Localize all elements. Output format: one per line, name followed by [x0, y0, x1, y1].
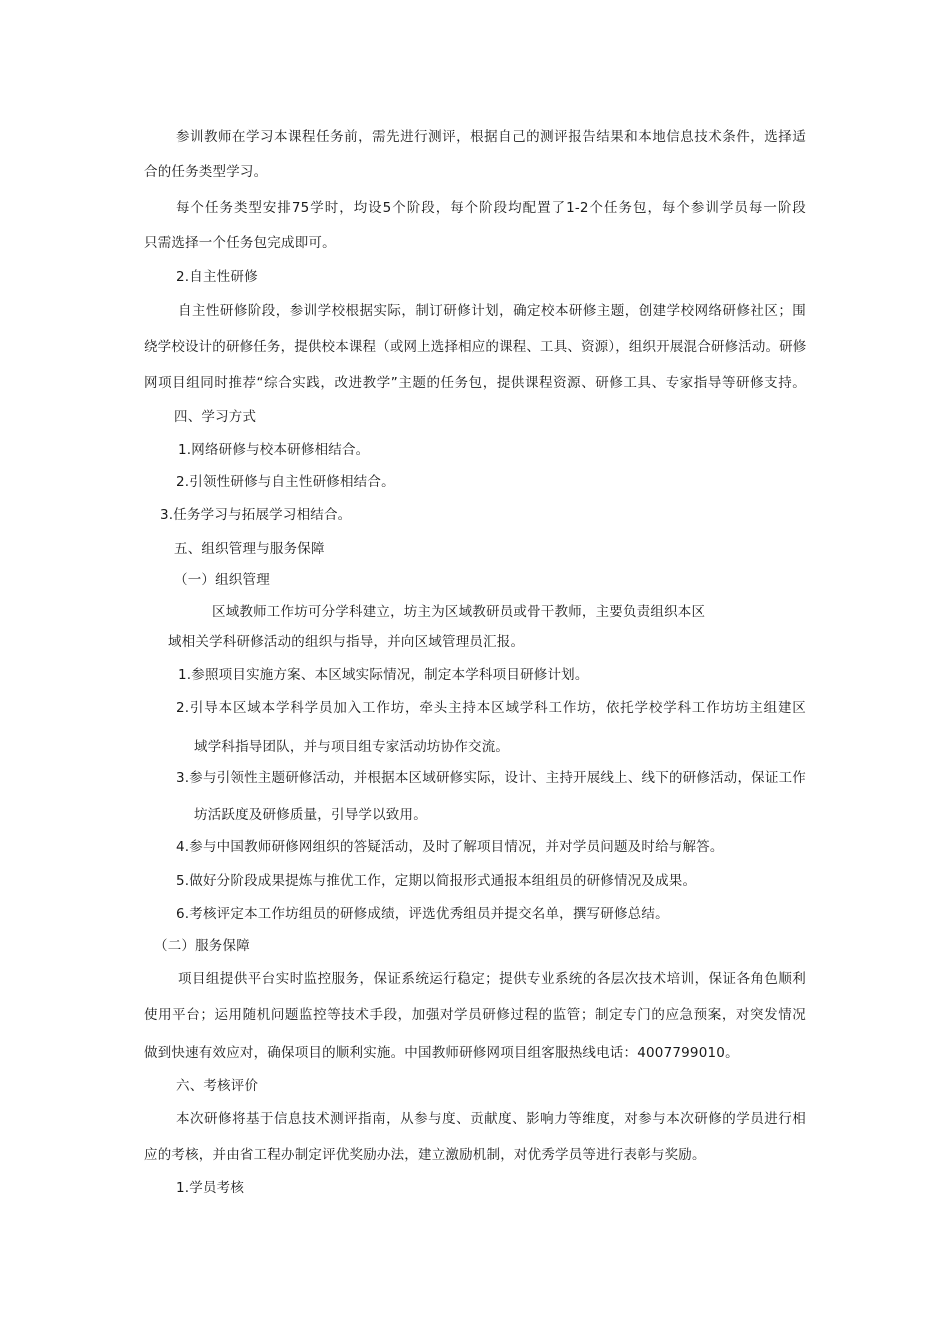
subsection-heading: （一）组织管理: [174, 572, 270, 588]
paragraph-line: 参训教师在学习本课程任务前，需先进行测评，根据自己的测评报告结果和本地信息技术条件，选择适: [176, 129, 806, 145]
list-item: 2.引导本区域本学科学员加入工作坊，牵头主持本区域学科工作坊，依托学校学科工作坊坊主组建区: [176, 700, 806, 716]
list-item-continuation: 坊活跃度及研修质量，引导学以致用。: [194, 807, 427, 823]
paragraph-line: 应的考核，并由省工程办制定评优奖励办法，建立激励机制，对优秀学员等进行表彰与奖励。: [144, 1147, 706, 1163]
paragraph-line: 每个任务类型安排75学时，均设5个阶段，每个阶段均配置了1-2个任务包，每个参训学员每一阶段: [176, 200, 806, 216]
paragraph-line: 区域教师工作坊可分学科建立，坊主为区域教研员或骨干教师，主要负责组织本区: [212, 604, 706, 620]
paragraph-line: 合的任务类型学习。: [144, 164, 268, 180]
list-item-continuation: 域学科指导团队，并与项目组专家活动坊协作交流。: [194, 739, 510, 755]
list-item: 4.参与中国教师研修网组织的答疑活动，及时了解项目情况，并对学员问题及时给与解答。: [176, 839, 724, 855]
section-heading: 2.自主性研修: [176, 269, 258, 285]
list-item: 1.参照项目实施方案、本区域实际情况，制定本学科项目研修计划。: [178, 667, 589, 683]
paragraph-line: 做到快速有效应对，确保项目的顺利实施。中国教师研修网项目组客服热线电话：4007799010。: [144, 1045, 739, 1061]
section-heading: 五、组织管理与服务保障: [174, 541, 325, 557]
list-item: 6.考核评定本工作坊组员的研修成绩，评选优秀组员并提交名单，撰写研修总结。: [176, 906, 669, 922]
paragraph-line: 域相关学科研修活动的组织与指导，并向区域管理员汇报。: [168, 634, 525, 650]
list-item: 3.任务学习与拓展学习相结合。: [160, 507, 352, 523]
list-item: 5.做好分阶段成果提炼与推优工作，定期以简报形式通报本组组员的研修情况及成果。: [176, 873, 697, 889]
subsection-heading: （二）服务保障: [154, 938, 250, 954]
list-item: 3.参与引领性主题研修活动，并根据本区域研修实际，设计、主持开展线上、线下的研修活动，保证工作: [176, 770, 806, 786]
section-heading: 四、学习方式: [174, 409, 257, 425]
paragraph-line: 只需选择一个任务包完成即可。: [144, 235, 336, 251]
paragraph-line: 自主性研修阶段，参训学校根据实际，制订研修计划，确定校本研修主题，创建学校网络研修社区；围: [178, 303, 806, 319]
list-item: 1.网络研修与校本研修相结合。: [178, 442, 370, 458]
paragraph-line: 绕学校设计的研修任务，提供校本课程（或网上选择相应的课程、工具、资源），组织开展混合研修活动。研修: [144, 339, 806, 355]
paragraph-line: 项目组提供平台实时监控服务，保证系统运行稳定；提供专业系统的各层次技术培训，保证各角色顺利: [178, 971, 806, 987]
paragraph-line: 网项目组同时推荐“综合实践，改进教学”主题的任务包，提供课程资源、研修工具、专家指导等研修支持。: [144, 375, 806, 391]
section-heading: 六、考核评价: [176, 1078, 259, 1094]
list-item: 2.引领性研修与自主性研修相结合。: [176, 474, 395, 490]
paragraph-line: 使用平台；运用随机问题监控等技术手段，加强对学员研修过程的监管；制定专门的应急预案，对突发情况: [144, 1007, 806, 1023]
list-item: 1.学员考核: [176, 1180, 245, 1196]
paragraph-line: 本次研修将基于信息技术测评指南，从参与度、贡献度、影响力等维度，对参与本次研修的学员进行相: [176, 1111, 806, 1127]
